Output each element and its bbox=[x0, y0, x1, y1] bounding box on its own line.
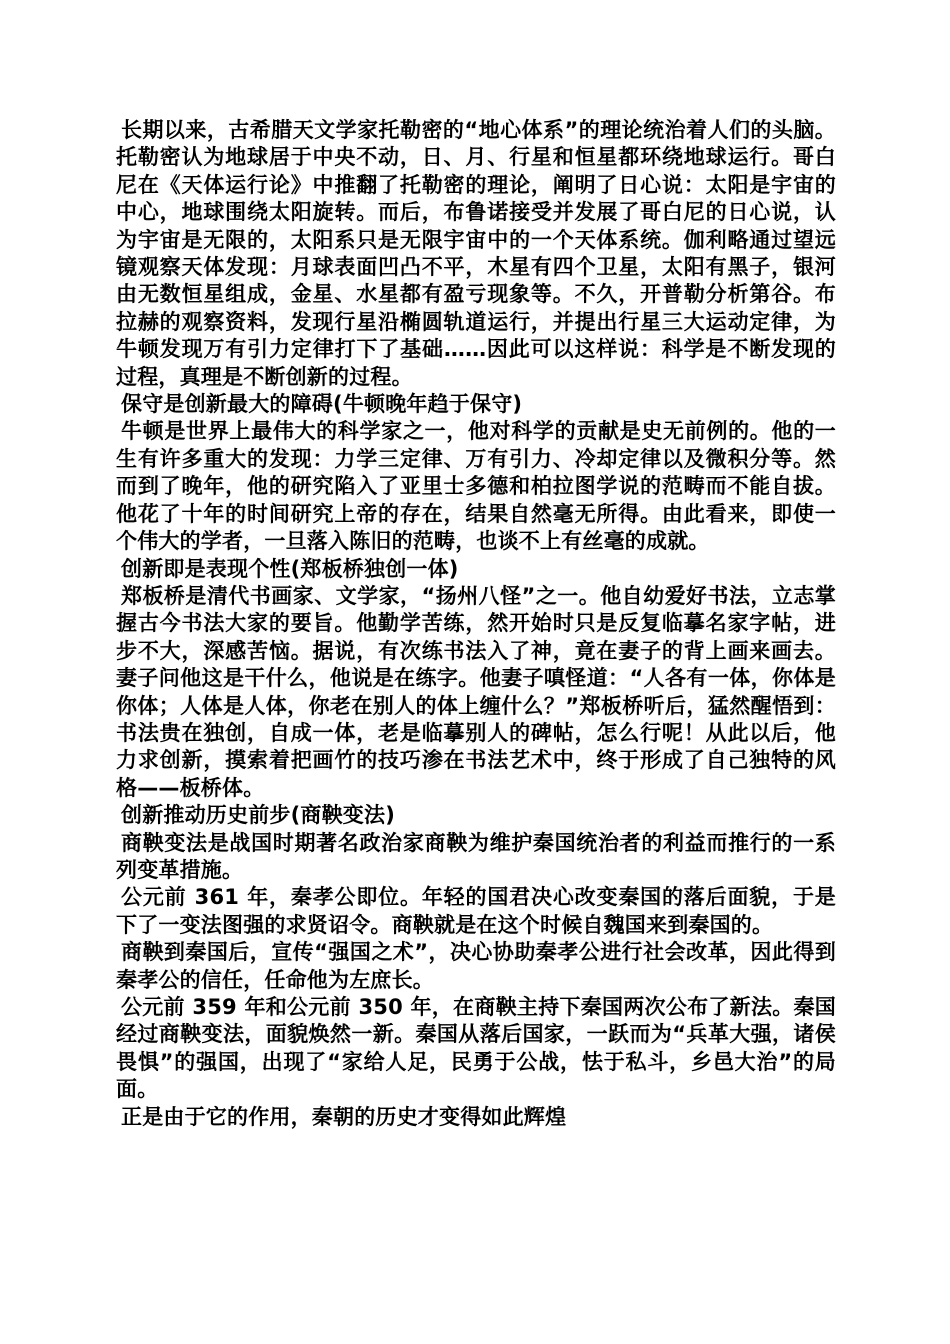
heading-shang-yang: 创新推动历史前步(商鞅变法) bbox=[121, 803, 395, 828]
document-body bbox=[116, 117, 836, 1131]
paragraph-newton: 牛顿是世界上最伟大的科学家之一，他对科学的贡献是史无前例的。他的一生有许多重大的发现：力学三定律、万有引力、冷却定律以及微积分等。然而到了晚年，他的研究陷入了亚里士多德和柏拉图学说的范畴而不能自拔。他花了十年的时间研究上帝的存在，结果自然毫无所得。由此看来，即使一个伟大的学者，一旦落入陈旧的范畴，也谈不上有丝毫的成就。 bbox=[116, 419, 836, 554]
paragraph-shang-yang-3: 商鞅到秦国后，宣传“强国之术”，决心协助秦孝公进行社会改革，因此得到秦孝公的信任，任命他为左庶长。 bbox=[116, 940, 836, 992]
heading-newton: 保守是创新最大的障碍(牛顿晚年趋于保守) bbox=[121, 392, 523, 417]
paragraph-intro: 长期以来，古希腊天文学家托勒密的“地心体系”的理论统治着人们的头脑。托勒密认为地球居于中央不动，日、月、行星和恒星都环绕地球运行。哥白尼在《天体运行论》中推翻了托勒密的理论，阐明了日心说：太阳是宇宙的中心，地球围绕太阳旋转。而后，布鲁诺接受并发展了哥白尼的日心说，认为宇宙是无限的，太阳系只是无限宇宙中的一个天体系统。伽利略通过望远镜观察天体发现：月球表面凹凸不平，木星有四个卫星，太阳有黑子，银河由无数恒星组成，金星、水星都有盈亏现象等。不久，开普勒分析第谷。布拉赫的观察资料，发现行星沿椭圆轨道运行，并提出行星三大运动定律，为牛顿发现万有引力定律打下了基础……因此可以这样说：科学是不断发现的过程，真理是不断创新的过程。 bbox=[116, 118, 836, 389]
paragraph-shang-yang-2: 公元前 361 年，秦孝公即位。年轻的国君决心改变秦国的落后面貌，于是下了一变法图强的求贤诏令。商鞅就是在这个时候自魏国来到秦国的。 bbox=[116, 885, 836, 937]
paragraph-zheng-banqiao: 郑板桥是清代书画家、文学家，“扬州八怪”之一。他自幼爱好书法，立志掌握古今书法大家的要旨。他勤学苦练，然开始时只是反复临摹名家字帖，进步不大，深感苦恼。据说，有次练书法入了神，竟在妻子的背上画来画去。妻子问他这是干什么，他说是在练字。他妻子嗔怪道：“人各有一体，你体是你体；人体是人体，你老在别人的体上缠什么？”郑板桥听后，猛然醒悟到：书法贵在独创，自成一体，老是临摹别人的碑帖，怎么行呢！从此以后，他力求创新，摸索着把画竹的技巧渗在书法艺术中，终于形成了自己独特的风格——板桥体。 bbox=[116, 583, 836, 800]
paragraph-shang-yang-1: 商鞅变法是战国时期著名政治家商鞅为维护秦国统治者的利益而推行的一系列变革措施。 bbox=[116, 830, 836, 882]
paragraph-shang-yang-4: 公元前 359 年和公元前 350 年，在商鞅主持下秦国两次公布了新法。秦国经过商鞅变法，面貌焕然一新。秦国从落后国家，一跃而为“兵革大强，诸侯畏惧”的强国，出现了“家给人足，民勇于公战，怯于私斗，乡邑大治”的局面。 bbox=[116, 995, 836, 1102]
heading-zheng-banqiao: 创新即是表现个性(郑板桥独创一体) bbox=[121, 556, 459, 581]
paragraph-conclusion: 正是由于它的作用，秦朝的历史才变得如此辉煌 bbox=[121, 1104, 567, 1129]
